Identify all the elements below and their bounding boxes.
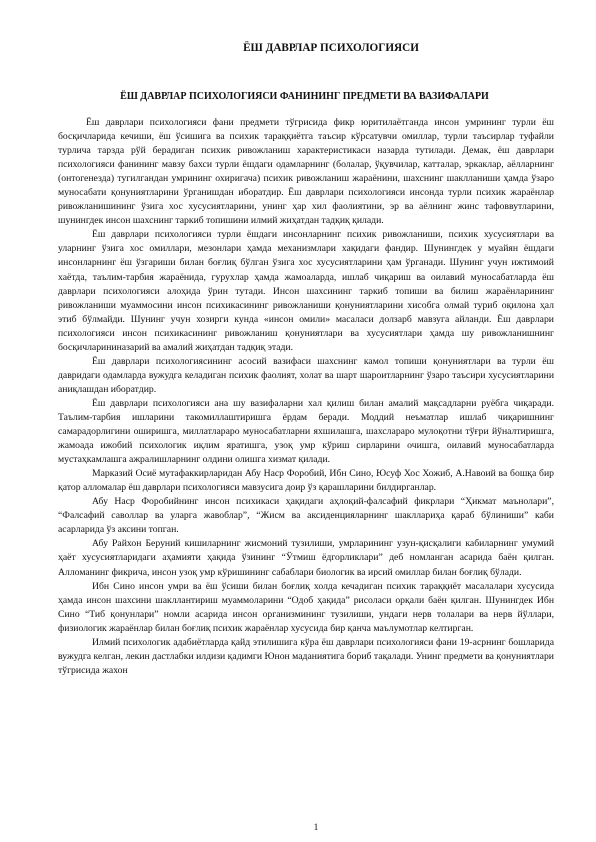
paragraph: Ёш даврлари психологияси фани предмети тўгрисида фикр юритилаётганда инсон умрининг турли ёш босқичларида кечиши, ёш ўсишига ва психик тараққиётга таъсир кўрсатувчи омиллар, турли таъсирлар туфайли турлича тарзда рўй берадиган психик ривожланиш характеристикаси назарда тутилади. Демак, ёш даврлари психологияси фанининг мавзу бахси турли ёшдаги одамларнинг (болалар, ўқувчилар, катталар, эркаклар, аёлларнинг (онтогенезда) тугилгандан умрининг охиригача) психик ривожланиш жараёнини, шахснинг шаклланиши ҳамда ўзаро муносабати қонуниятларини ўрганишдан иборатдир. Ёш даврлари психологияси инсонда турли психик жараёнлар ривожланишининг ўзига хос хусусиятларини, унинг ҳар хил фаолиятини, эр ва аёлнинг жинс тафоввутларини, шунингдек инсон шахснинг таркиб топишини илмий жиҳатдан тадқиқ қилади. <box>58 117 554 227</box>
paragraph: Марказий Осиё мутафаккирларидан Абу Наср Форобий, Ибн Сино, Юсуф Хос Хожиб, А.Навоий ва бошқа бир қатор алломалар ёш даврлари психологияси мавзусига доир ўз қарашларини билдирганлар. <box>58 468 554 494</box>
paragraph: Илмий психологик адабиётларда қайд этилишига кўра ёш даврлари психологияси фани 19-асрнинг бошларида вужудга келган, лекин дастлабки илдизи қадимги Юнон маданиятига бориб тақалади. Унинг предмети ва қонуниятлари тўгрисида жахон <box>58 636 554 676</box>
paragraph: Абу Райхон Беруний кишиларнинг жисмоний тузилиши, умрларининг узун-қисқалиги кабиларнинг умумий ҳаёт хусусиятларидаги аҳамияти ҳақида ўзининг “Ўтмиш ёдгорликлари” деб номланган асарида баён қилган. Алломанинг фикрича, инсон узоқ умр кўришининг сабаблари биологик ва ирсий омиллар билан боғлиқ бўлади. <box>58 538 554 578</box>
page-number: 1 <box>313 823 319 833</box>
paragraph: Ёш даврлари психологияси турли ёшдаги инсонларнинг психик ривожланиши, психик хусусиятлари ва уларнинг ўзига хос омиллари, мезонлари ҳамда механизмлари хақидаги фандир. Шунингдек у муайян ёшдаги инсонларнинг ёш ўзгариши билан боғлиқ бўлган ўзига хос хусусиятларини ҳам ўрганади. Шунинг учун ижтимоий хаётда, таълим-тарбия жараёнида, гурухлар ҳамда жамоаларда, ишлаб чиқариш ва оилавий муносабатларда ёш даврлари психологияси алоҳида ўрин тутади. Инсон шахсининг таркиб топиши ва билиш жараёнларининг ривожланиши муаммосини инсон психикасининг ривожланиши қонуниятларини хисобга олмай туриб оқилона ҳал этиб бўлмайди. Шунинг учун хозирги кунда «инсон омили» масаласи долзарб мавзуга айланди. Ёш даврлари психологияси инсон психикасининг ривожланиш қонуниятлари ва хусусиятлари ҳамда шу ривожланишнинг босқичларининазарий ва амалий жиҳатдан тадқиқ этади. <box>58 229 554 353</box>
document-title: ЁШ ДАВРЛАР ПСИХОЛОГИЯСИ <box>243 42 419 54</box>
paragraph: Ибн Сино инсон умри ва ёш ўсиши билан боғлиқ холда кечадиган психик тараққиёт масалалари хусусида ҳамда инсон шахсини шакллантириш муаммоларини “Одоб ҳақида” рисоласи орқали баён қилган. Шунингдек Ибн Сино “Тиб қонунлари” номли асарида инсон организмининг тузилиши, ундаги нерв толалари ва нерв йўллари, физиологик жараёнлар билан боғлиқ психик жараёнлар хусусида бир қанча маълумотлар келтирган. <box>58 580 554 634</box>
paragraph: Абу Наср Форобийнинг инсон психикаси ҳақидаги аҳлоқий-фалсафий фикрлари “Ҳикмат маънолари”, “Фалсафий саволлар ва уларга жавоблар”, “Жисм ва аксиденцияларнинг шакллариҳа қараб бўлиниши” каби асарларида ўз аксини топган. <box>58 496 554 536</box>
paragraph: Ёш даврлари психологиясининг асосий вазифаси шахснинг камол топиши қонуниятлари ва турли ёш давридаги одамларда вужудга келадиган психик фаолият, холат ва шарт шароитларнинг ўзаро таъсири хусусиятларини аниқлашдан иборатдир. <box>58 355 554 395</box>
section-title: ЁШ ДАВРЛАР ПСИХОЛОГИЯСИ ФАНИНИНГ ПРЕДМЕТИ ВА ВАЗИФАЛАРИ <box>120 91 489 102</box>
paragraph: Ёш даврлари психологияси ана шу вазифаларни хал қилиш билан амалий мақсадларни руёбга чиқаради. Таълим-тарбия ишларини такомиллаштиришга ёрдам беради. Моддий неъматлар ишлаб чиқаришнинг самарадорлигини оширишга, миллатлараро муносабатларни яхшилашга, шахсларaро мулоқотни тўғри йўналтиришга, жамоада ижобий психологик иқлим яратишга, узоқ умр кўриш сирларини очишга, оилавий муносабатларда мустаҳкамлашга ажралишларнинг олдини олишга хизмат қилади. <box>58 397 554 466</box>
document-body <box>58 116 554 678</box>
